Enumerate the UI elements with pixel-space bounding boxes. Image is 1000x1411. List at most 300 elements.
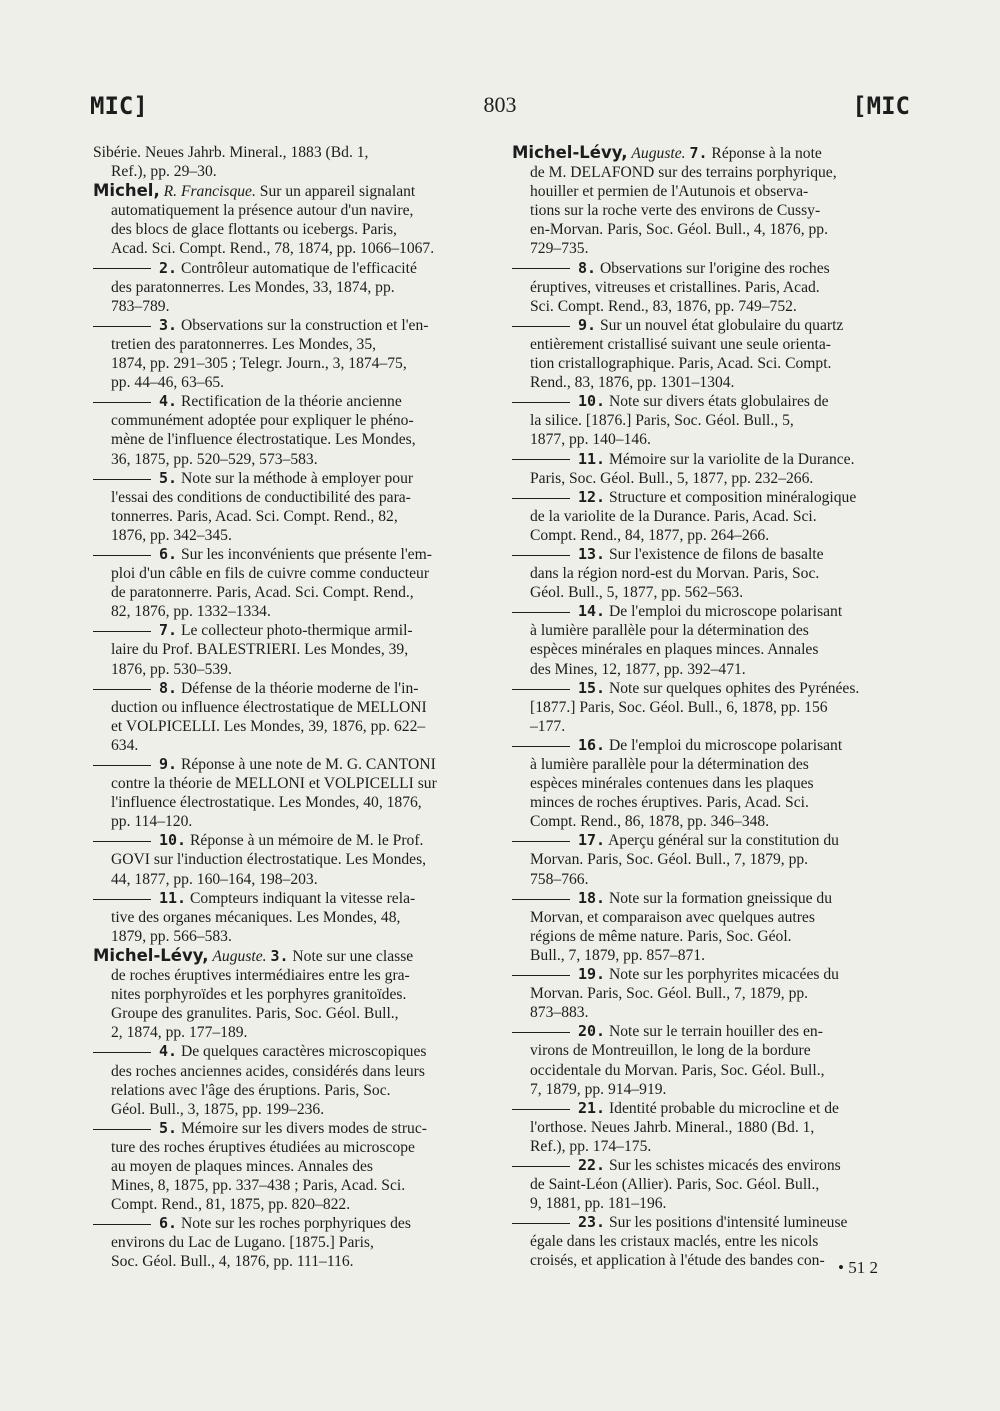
entry-number: 3. (159, 315, 178, 334)
entry-text: espèces minérales en plaques minces. Annales (530, 641, 819, 659)
entry-text: de M. DELAFOND sur des terrains porphyrique, (530, 164, 837, 182)
entry-text: nites porphyroïdes et les porphyres granitoïdes. (111, 986, 407, 1004)
bibliography-entry (93, 259, 489, 316)
ditto-dash (512, 1032, 570, 1033)
entry-line (93, 1176, 489, 1195)
entry-line (93, 870, 489, 889)
entry-line (93, 545, 489, 564)
entry-line (512, 278, 910, 297)
entry-line (93, 698, 489, 717)
entry-line (93, 469, 489, 488)
entry-text: 82, 1876, pp. 1332–1334. (111, 603, 271, 621)
ditto-dash (512, 612, 570, 613)
entry-text: Morvan, et comparaison avec quelques autres (530, 908, 815, 926)
entry-text: Morvan. Paris, Soc. Géol. Bull., 7, 1879, pp. (530, 985, 809, 1003)
entry-text: dans la région nord-est du Morvan. Paris, Soc. (530, 565, 820, 583)
entry-line (512, 373, 910, 392)
entry-number: 9. (159, 755, 178, 773)
entry-line (93, 1023, 489, 1042)
entry-text: Géol. Bull., 5, 1877, pp. 562–563. (530, 584, 744, 602)
entry-line (93, 1119, 489, 1138)
bibliography-entry (512, 450, 910, 488)
entry-text: tion cristallographique. Paris, Acad. Sci. Compt. (530, 355, 832, 373)
bibliography-entry (512, 602, 910, 678)
entry-text: Structure et composition minéralogique (605, 488, 857, 506)
bibliography-entry (512, 545, 910, 602)
entry-line (512, 182, 910, 201)
entry-text: Mémoire sur la variolite de la Durance. (605, 450, 855, 468)
entry-text: croisés, et application à l'étude des bandes con- (530, 1252, 825, 1270)
entry-line (512, 850, 910, 869)
entry-number: 22. (578, 1155, 606, 1174)
entry-line (93, 564, 489, 583)
bibliography-entry (93, 545, 489, 621)
ditto-dash (512, 1223, 570, 1224)
ditto-dash (512, 746, 570, 747)
entry-number: 21. (578, 1098, 606, 1117)
entry-line (512, 602, 910, 621)
entry-text: De l'emploi du microscope polarisant (605, 736, 843, 754)
entry-line (512, 316, 910, 335)
entry-number: 5. (159, 1118, 178, 1137)
entry-line (93, 1214, 489, 1233)
entry-number: 19. (578, 965, 606, 984)
entry-text: tretien des paratonnerres. Les Mondes, 35, (111, 335, 377, 353)
entry-line (93, 278, 489, 297)
entry-line (512, 220, 910, 239)
author-name: Michel-Lévy, (93, 945, 209, 965)
ditto-dash (93, 899, 151, 900)
entry-text: 729–735. (530, 240, 589, 258)
entry-text: l'orthose. Neues Jahrb. Mineral., 1880 (Bd. 1, (530, 1118, 815, 1136)
entry-text: et VOLPICELLI. Les Mondes, 39, 1876, pp. 622– (111, 717, 426, 735)
page-number: 803 (483, 92, 517, 117)
bibliography-entry (93, 1042, 489, 1118)
entry-text: pp. 114–120. (111, 813, 193, 831)
entry-line (512, 621, 910, 640)
left-column (93, 143, 489, 1272)
entry-line (512, 143, 910, 163)
entry-text: Mémoire sur les divers modes de struc- (177, 1119, 427, 1137)
entry-number: 3. (270, 946, 289, 965)
ditto-dash (93, 689, 151, 690)
ditto-dash (93, 268, 151, 269)
entry-line (93, 774, 489, 793)
entry-text: Géol. Bull., 3, 1875, pp. 199–236. (111, 1100, 325, 1118)
entry-text: duction ou influence électrostatique de MELLONI (111, 698, 427, 716)
entry-number: 6. (159, 544, 178, 563)
entry-line (93, 946, 489, 966)
entry-line (512, 1137, 910, 1156)
entry-text: de paratonnerre. Paris, Acad. Sci. Compt. Rend., (111, 584, 414, 602)
entry-number: 20. (578, 1022, 606, 1041)
entry-text: Réponse à une note de M. G. CANTONI (177, 756, 436, 773)
entry-line (93, 908, 489, 927)
entry-text: 44, 1877, pp. 160–164, 198–203. (111, 870, 318, 888)
entry-text: Note sur les porphyrites micacées du (605, 966, 839, 984)
entry-number: 2. (159, 258, 178, 277)
entry-line (93, 526, 489, 545)
entry-text: l'influence électrostatique. Les Mondes, 40, 1876, (111, 794, 422, 812)
entry-text: 758–766. (530, 870, 589, 888)
entry-line (512, 660, 910, 679)
bibliography-entry (512, 143, 910, 259)
entry-number: 4. (159, 392, 178, 411)
entry-text: Le collecteur photo-thermique armil- (177, 622, 413, 640)
entry-number: 13. (578, 544, 606, 563)
entry-text: Rectification de la théorie ancienne (177, 393, 402, 411)
entry-line (512, 755, 910, 774)
entry-text: minces de roches éruptives. Paris, Acad. Sci. (530, 794, 809, 812)
bibliography-entry (512, 259, 910, 316)
entry-text: des Mines, 12, 1877, pp. 392–471. (530, 660, 746, 678)
ditto-dash (93, 479, 151, 480)
entry-line (512, 927, 910, 946)
bibliography-entry (93, 1119, 489, 1214)
entry-text: virons de Montreuillon, le long de la bordure (530, 1042, 811, 1060)
entry-line (512, 1099, 910, 1118)
entry-line (93, 259, 489, 278)
entry-text: de Saint-Léon (Allier). Paris, Soc. Géol. Bull., (530, 1176, 820, 1194)
bibliography-entry (512, 736, 910, 831)
ditto-dash (512, 689, 570, 690)
entry-line (93, 1042, 489, 1061)
bibliography-entry (512, 889, 910, 965)
entry-text: 783–789. (111, 297, 170, 315)
entry-number: 7. (159, 621, 178, 640)
entry-line (93, 392, 489, 411)
entry-line (512, 450, 910, 469)
entry-text: GOVI sur l'induction électrostatique. Les Mondes, (111, 851, 427, 869)
entry-text: l'essai des conditions de conductibilité des para- (111, 488, 411, 506)
entry-number: 18. (578, 888, 606, 907)
entry-line (512, 583, 910, 602)
ditto-dash (93, 402, 151, 403)
entry-text: Compt. Rend., 81, 1875, pp. 820–822. (111, 1196, 351, 1214)
entry-text: Paris, Soc. Géol. Bull., 5, 1877, pp. 232–266. (530, 469, 814, 487)
bibliography-entry (93, 1214, 489, 1271)
ditto-dash (93, 326, 151, 327)
entry-line (512, 965, 910, 984)
entry-line (93, 411, 489, 430)
entry-text: 873–883. (530, 1004, 589, 1022)
entry-number: 8. (578, 258, 597, 277)
entry-text: des paratonnerres. Les Mondes, 33, 1874, pp. (111, 278, 395, 296)
ditto-dash (512, 1109, 570, 1110)
entry-number: 11. (159, 888, 187, 907)
entry-text: Compteurs indiquant la vitesse rela- (186, 889, 416, 907)
entry-text: Sur les positions d'intensité lumineuse (605, 1214, 848, 1232)
header-left-running-head: MIC] (90, 92, 148, 120)
ditto-dash (93, 1224, 151, 1225)
entry-text: automatiquement la présence autour d'un navire, (111, 202, 414, 220)
entry-line (93, 640, 489, 659)
entry-text: égale dans les cristaux maclés, entre les nicols (530, 1233, 819, 1251)
entry-line (512, 1175, 910, 1194)
entry-text: pp. 44–46, 63–65. (111, 374, 225, 392)
entry-line (93, 297, 489, 316)
entry-text: 634. (111, 736, 139, 754)
entry-text: 1876, pp. 530–539. (111, 660, 232, 678)
entry-text: espèces minérales contenues dans les plaques (530, 775, 814, 793)
entry-line (93, 889, 489, 908)
entry-line (93, 507, 489, 526)
entry-line (93, 985, 489, 1004)
entry-text: Note sur quelques ophites des Pyrénées. (605, 679, 860, 697)
entry-number: 7. (689, 144, 708, 162)
ditto-dash (93, 841, 151, 842)
entry-number: 17. (578, 831, 606, 850)
entry-line (512, 736, 910, 755)
entry-line (93, 755, 489, 774)
entry-line (93, 1138, 489, 1157)
entry-text: De l'emploi du microscope polarisant (605, 603, 843, 621)
entry-text: tonnerres. Paris, Acad. Sci. Compt. Rend., 82, (111, 507, 398, 525)
entry-line (512, 1118, 910, 1137)
entry-line (512, 163, 910, 182)
entry-text: des roches anciennes acides, considérés dans leurs (111, 1062, 425, 1080)
bibliography-entry (93, 621, 489, 678)
entry-line (93, 966, 489, 985)
entry-line (512, 564, 910, 583)
bibliography-entry (93, 755, 489, 831)
entry-number: 11. (578, 449, 606, 468)
entry-text: occidentale du Morvan. Paris, Soc. Géol. Bull., (530, 1061, 825, 1079)
entry-text: Observations sur la construction et l'en- (177, 316, 429, 334)
entry-line (512, 1194, 910, 1213)
entry-text: Sur les schistes micacés des environs (605, 1156, 841, 1174)
entry-line (93, 354, 489, 373)
entry-line (512, 717, 910, 736)
author-name: Michel, (93, 181, 160, 201)
entry-line (512, 774, 910, 793)
ditto-dash (512, 402, 570, 403)
entry-text: –177. (530, 717, 566, 735)
bibliography-entry (512, 488, 910, 545)
entry-line (512, 908, 910, 927)
entry-line (512, 1080, 910, 1099)
entry-text: 2, 1874, pp. 177–189. (111, 1024, 248, 1042)
entry-text: Réponse à un mémoire de M. le Prof. (186, 832, 424, 850)
entry-text: entièrement cristallisé suivant une seule orienta- (530, 335, 831, 353)
entry-text: Note sur une classe (288, 947, 414, 965)
ditto-dash (512, 975, 570, 976)
entry-line (512, 831, 910, 850)
entry-text: contre la théorie de MELLONI et VOLPICELLI sur (111, 775, 437, 793)
ditto-dash (512, 326, 570, 327)
entry-line (512, 1213, 910, 1232)
entry-number: 14. (578, 602, 606, 621)
bibliography-entry (93, 392, 489, 468)
entry-line (93, 430, 489, 449)
entry-text: 9, 1881, pp. 181–196. (530, 1195, 667, 1213)
entry-text: 7, 1879, pp. 914–919. (530, 1080, 667, 1098)
entry-line (512, 201, 910, 220)
entry-text: houiller et permien de l'Autunois et observa- (530, 183, 809, 201)
entry-line (512, 1156, 910, 1175)
entry-text: Note sur les roches porphyriques des (177, 1215, 411, 1233)
entry-line (512, 870, 910, 889)
entry-line (512, 507, 910, 526)
entry-text: à lumière parallèle pour la détermination des (530, 756, 809, 773)
entry-line (512, 1003, 910, 1022)
bibliography-entry (93, 831, 489, 888)
entry-text: [1877.] Paris, Soc. Géol. Bull., 6, 1878, pp. 156 (530, 698, 828, 716)
entry-number: 10. (159, 831, 187, 850)
entry-line (93, 143, 489, 162)
ditto-dash (93, 765, 151, 766)
entry-text: Sur un appareil signalant (255, 183, 416, 201)
ditto-dash (512, 459, 570, 460)
entry-line (512, 679, 910, 698)
bibliography-entry (512, 1022, 910, 1098)
entry-line (93, 927, 489, 946)
bibliography-entry (93, 889, 489, 946)
entry-text: Sur l'existence de filons de basalte (605, 545, 824, 563)
entry-number: 4. (159, 1042, 178, 1061)
entry-text: Note sur la méthode à employer pour (177, 469, 414, 487)
entry-text: 36, 1875, pp. 520–529, 573–583. (111, 450, 318, 468)
entry-text: ploi d'un câble en fils de cuivre comme conducteur (111, 565, 430, 583)
entry-text: Groupe des granulites. Paris, Soc. Géol. Bull., (111, 1005, 399, 1023)
entry-line (93, 793, 489, 812)
entry-text: 1877, pp. 140–146. (530, 431, 651, 449)
entry-line (93, 831, 489, 850)
entry-line (512, 430, 910, 449)
entry-text: Note sur divers états globulaires de (605, 393, 829, 411)
entry-line (512, 354, 910, 373)
entry-line (512, 545, 910, 564)
entry-text: Morvan. Paris, Soc. Géol. Bull., 7, 1879, pp. (530, 851, 809, 869)
entry-text: tive des organes mécaniques. Les Mondes, 48, (111, 908, 401, 926)
bibliography-entry (93, 469, 489, 545)
ditto-dash (93, 631, 151, 632)
entry-line (512, 1022, 910, 1041)
entry-line (512, 488, 910, 507)
entry-text: relations avec l'âge des éruptions. Paris, Soc. (111, 1081, 391, 1099)
entry-line (93, 1233, 489, 1252)
entry-number: 8. (159, 678, 178, 697)
right-column (512, 143, 910, 1271)
entry-text: Sibérie. Neues Jahrb. Mineral., 1883 (Bd. 1, (93, 144, 369, 161)
bibliography-entry (93, 143, 489, 181)
entry-text: Compt. Rend., 84, 1877, pp. 264–266. (530, 526, 770, 544)
entry-text: Sur un nouvel état globulaire du quartz (596, 316, 844, 334)
entry-number: 16. (578, 735, 606, 754)
entry-line (512, 984, 910, 1003)
entry-number: 9. (578, 315, 597, 334)
bibliography-entry (512, 965, 910, 1022)
bibliography-entry (93, 316, 489, 392)
signature-mark: • 51 2 (838, 1258, 878, 1277)
header-right-running-head: [MIC (852, 92, 910, 120)
bibliography-entry (93, 946, 489, 1042)
entry-line (512, 793, 910, 812)
entry-line (93, 316, 489, 335)
entry-text: Réponse à la note (707, 145, 822, 162)
entry-number: 12. (578, 487, 606, 506)
entry-number: 6. (159, 1214, 178, 1233)
entry-text: Note sur la formation gneissique du (605, 889, 833, 907)
entry-text: Ref.), pp. 174–175. (530, 1137, 652, 1155)
entry-text: ture des roches éruptives étudiées au microscope (111, 1138, 415, 1156)
entry-number: 15. (578, 678, 606, 697)
ditto-dash (512, 1166, 570, 1167)
entry-line (93, 660, 489, 679)
entry-line (512, 297, 910, 316)
entry-line (512, 1041, 910, 1060)
entry-number: 23. (578, 1213, 606, 1232)
entry-text: des blocs de glace flottants ou icebergs. Paris, (111, 221, 397, 239)
entry-text: Sci. Compt. Rend., 83, 1876, pp. 749–752. (530, 297, 797, 315)
entry-line (93, 602, 489, 621)
entry-text: Contrôleur automatique de l'efficacité (177, 259, 417, 277)
entry-text: la silice. [1876.] Paris, Soc. Géol. Bull., 5, (530, 412, 794, 430)
entry-line (93, 239, 489, 258)
entry-line (512, 640, 910, 659)
entry-text: 1876, pp. 342–345. (111, 526, 232, 544)
ditto-dash (93, 1129, 151, 1130)
entry-line (93, 220, 489, 239)
entry-line (93, 488, 489, 507)
bibliography-entry (512, 679, 910, 736)
entry-line (93, 621, 489, 640)
bibliography-entry (93, 679, 489, 755)
ditto-dash (512, 899, 570, 900)
bibliography-entry (512, 1099, 910, 1156)
ditto-dash (512, 498, 570, 499)
entry-line (93, 1157, 489, 1176)
entry-text: Note sur le terrain houiller des en- (605, 1023, 823, 1041)
entry-text: au moyen de plaques minces. Annales des (111, 1157, 373, 1175)
entry-text: Mines, 8, 1875, pp. 337–438 ; Paris, Acad. Sci. (111, 1177, 406, 1195)
entry-text: Défense de la théorie moderne de l'in- (177, 679, 419, 697)
entry-text: Compt. Rend., 86, 1878, pp. 346–348. (530, 813, 770, 831)
entry-text: de roches éruptives intermédiaires entre les gra- (111, 967, 410, 985)
entry-text: laire du Prof. BALESTRIERI. Les Mondes, 39, (111, 641, 409, 659)
entry-line (512, 812, 910, 831)
entry-text: Acad. Sci. Compt. Rend., 78, 1874, pp. 1066–1067. (111, 240, 435, 258)
entry-line (93, 850, 489, 869)
entry-text: Observations sur l'origine des roches (596, 259, 830, 277)
entry-line (93, 1004, 489, 1023)
entry-line (93, 583, 489, 602)
entry-number: 10. (578, 392, 606, 411)
entry-text: à lumière parallèle pour la détermination des (530, 622, 809, 640)
entry-line (93, 1100, 489, 1119)
entry-text: tions sur la roche verte des environs de Cussy- (530, 202, 821, 220)
bibliography-entry (512, 392, 910, 449)
entry-line (93, 162, 489, 181)
entry-line (93, 181, 489, 201)
entry-text: mène de l'influence électrostatique. Les Mondes, (111, 431, 416, 449)
entry-line (512, 526, 910, 545)
entry-line (512, 469, 910, 488)
bibliography-entry (93, 181, 489, 258)
author-name: Michel-Lévy, (512, 143, 628, 162)
bibliography-entry (512, 316, 910, 392)
entry-text: 1879, pp. 566–583. (111, 927, 232, 945)
entry-line (93, 1081, 489, 1100)
entry-text: communément adoptée pour expliquer le phéno- (111, 412, 414, 430)
entry-line (93, 335, 489, 354)
entry-text: 1874, pp. 291–305 ; Telegr. Journ., 3, 1874–75, (111, 355, 407, 373)
entry-text: Identité probable du microcline et de (605, 1099, 839, 1117)
entry-text: Sur les inconvénients que présente l'em- (177, 545, 432, 563)
author-given-name: Auguste. (212, 947, 267, 965)
entry-line (93, 679, 489, 698)
entry-line (512, 259, 910, 278)
